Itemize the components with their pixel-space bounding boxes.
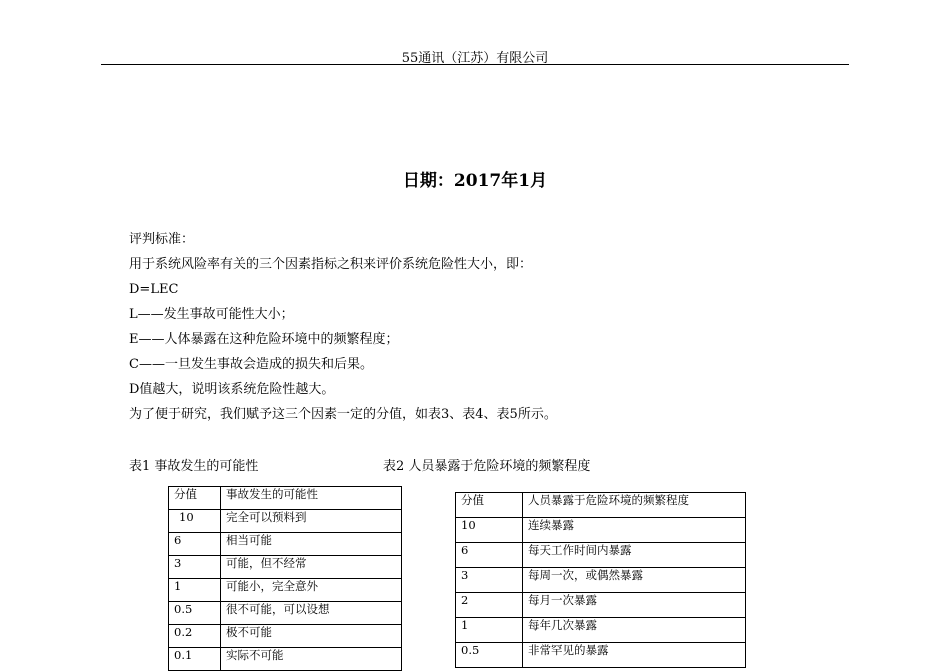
score-cell: 0.1 [169, 648, 221, 671]
likelihood-table [168, 486, 402, 671]
table-header-cell: 事故发生的可能性 [221, 487, 402, 510]
description-cell: 极不可能 [221, 625, 402, 648]
table-header-row [456, 493, 746, 518]
score-cell: 6 [456, 543, 523, 568]
description-cell: 每月一次暴露 [523, 593, 746, 618]
table-row [456, 593, 746, 618]
score-cell: 3 [169, 556, 221, 579]
table-row [169, 533, 402, 556]
criteria-line: L——发生事故可能性大小； [129, 307, 294, 322]
criteria-section [129, 231, 829, 431]
score-cell: 0.2 [169, 625, 221, 648]
table-row [169, 648, 402, 671]
table2-caption: 表2 人员暴露于危险环境的频繁程度 [383, 459, 591, 474]
description-cell: 非常罕见的暴露 [523, 643, 746, 668]
table-row [456, 568, 746, 593]
criteria-line: 用于系统风险率有关的三个因素指标之积来评价系统危险性大小，即： [129, 257, 533, 272]
criteria-line: E——人体暴露在这种危险环境中的频繁程度； [129, 332, 399, 347]
description-cell: 实际不可能 [221, 648, 402, 671]
table-row [169, 625, 402, 648]
table1-caption: 表1 事故发生的可能性 [129, 459, 259, 474]
table-header-cell: 分值 [169, 487, 221, 510]
description-cell: 很不可能，可以设想 [221, 602, 402, 625]
criteria-line: C——一旦发生事故会造成的损失和后果。 [129, 357, 373, 372]
company-header: 55通讯（江苏）有限公司 [401, 51, 549, 66]
exposure-frequency-table [455, 492, 746, 668]
table-row [169, 602, 402, 625]
description-cell: 每年几次暴露 [523, 618, 746, 643]
table-row [169, 510, 402, 533]
score-cell: 2 [456, 593, 523, 618]
criteria-line: D值越大，说明该系统危险性越大。 [129, 382, 335, 397]
criteria-line: 评判标准： [129, 232, 195, 247]
table-row [456, 543, 746, 568]
table-header-cell: 分值 [456, 493, 523, 518]
description-cell: 每周一次，或偶然暴露 [523, 568, 746, 593]
score-cell: 10 [169, 510, 221, 533]
table-row [456, 643, 746, 668]
description-cell: 连续暴露 [523, 518, 746, 543]
score-cell: 1 [169, 579, 221, 602]
score-cell: 0.5 [169, 602, 221, 625]
date-heading: 日期：2017年1月 [402, 171, 548, 191]
criteria-line: D=LEC [129, 282, 179, 297]
score-cell: 1 [456, 618, 523, 643]
table-header-cell: 人员暴露于危险环境的频繁程度 [523, 493, 746, 518]
header-divider [101, 64, 849, 65]
table-row [456, 518, 746, 543]
table-row [169, 579, 402, 602]
description-cell: 完全可以预料到 [221, 510, 402, 533]
score-cell: 10 [456, 518, 523, 543]
score-cell: 0.5 [456, 643, 523, 668]
table-row [169, 556, 402, 579]
description-cell: 可能小，完全意外 [221, 579, 402, 602]
description-cell: 相当可能 [221, 533, 402, 556]
score-cell: 3 [456, 568, 523, 593]
table-row [456, 618, 746, 643]
description-cell: 可能，但不经常 [221, 556, 402, 579]
description-cell: 每天工作时间内暴露 [523, 543, 746, 568]
criteria-line: 为了便于研究，我们赋予这三个因素一定的分值，如表3、表4、表5所示。 [129, 407, 557, 422]
table-header-row [169, 487, 402, 510]
score-cell: 6 [169, 533, 221, 556]
